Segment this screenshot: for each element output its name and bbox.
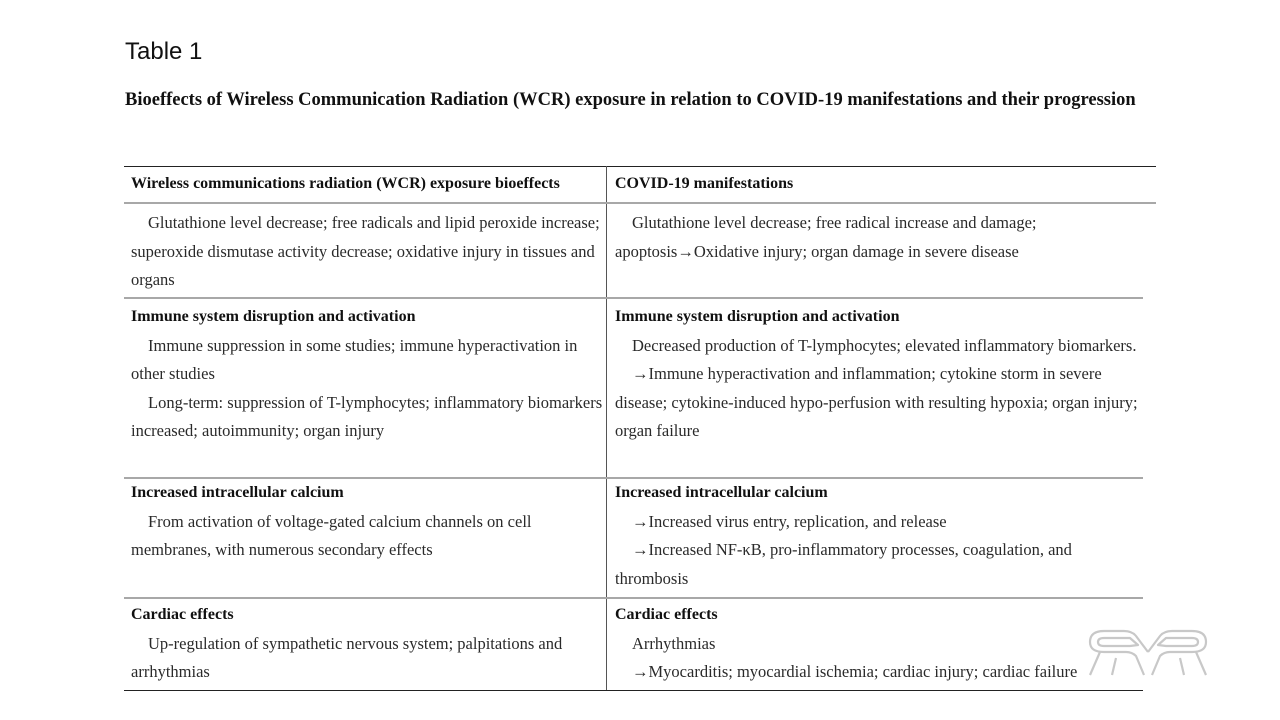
row-2-covid-text-2: →Immune hyperactivation and inflammation; cytokine storm in severe disease; cytokine-induced hypo-perfusion with resulting hypoxia; organ injury; organ failure [615, 364, 1138, 441]
row-1-covid-cell [615, 209, 1140, 266]
rr-logo-icon [1086, 628, 1210, 678]
row-3-covid-text-1: →Increased virus entry, replication, and release [632, 511, 947, 531]
row-2-covid-heading: Immune system disruption and activation [615, 308, 900, 325]
row-separator [124, 597, 1143, 599]
row-4-wcr-text-1: Up-regulation of sympathetic nervous system; palpitations and arrhythmias [131, 633, 563, 682]
row-3-covid-cell [615, 479, 1140, 593]
table-caption: Bioeffects of Wireless Communication Radiation (WCR) exposure in relation to COVID-19 manifestations and their progression [125, 90, 1136, 110]
row-4-wcr-cell [131, 601, 603, 687]
table-bottom-rule [124, 690, 1143, 691]
header-separator [124, 202, 1156, 204]
row-2-wcr-text-2: Long-term: suppression of T-lymphocytes; inflammatory biomarkers increased; autoimmunity; organ injury [131, 392, 603, 441]
row-3-covid-heading: Increased intracellular calcium [615, 484, 828, 501]
row-4-covid-text-1: Arrhythmias [632, 633, 716, 653]
row-3-wcr-cell [131, 479, 603, 565]
row-separator [124, 297, 1143, 299]
row-4-wcr-heading: Cardiac effects [131, 606, 234, 623]
row-1-wcr-cell [131, 209, 603, 295]
row-2-covid-cell [615, 303, 1140, 446]
column-header-wcr: Wireless communications radiation (WCR) exposure bioeffects [131, 175, 560, 192]
table-top-rule [124, 166, 1156, 167]
row-2-wcr-cell [131, 303, 603, 446]
row-4-covid-cell [615, 601, 1140, 687]
row-3-covid-text-2: →Increased NF-κB, pro-inflammatory processes, coagulation, and thrombosis [615, 540, 1072, 588]
row-2-wcr-text-1: Immune suppression in some studies; immune hyperactivation in other studies [131, 335, 578, 384]
column-divider [606, 166, 607, 690]
table-label: Table 1 [125, 38, 203, 65]
row-3-wcr-heading: Increased intracellular calcium [131, 484, 344, 501]
row-1-wcr-text: Glutathione level decrease; free radicals and lipid peroxide increase; superoxide dismutase activity decrease; oxidative injury in tissues and organs [131, 213, 600, 290]
row-4-covid-text-2: →Myocarditis; myocardial ischemia; cardiac injury; cardiac failure [632, 662, 1078, 682]
column-header-covid: COVID-19 manifestations [615, 175, 794, 192]
row-2-covid-text-1: Decreased production of T-lymphocytes; elevated inflammatory biomarkers. [632, 335, 1137, 355]
row-4-covid-heading: Cardiac effects [615, 606, 718, 623]
row-3-wcr-text-1: From activation of voltage-gated calcium channels on cell membranes, with numerous secondary effects [131, 511, 532, 560]
row-2-wcr-heading: Immune system disruption and activation [131, 308, 416, 325]
row-1-covid-text: Glutathione level decrease; free radical increase and damage; apoptosis→Oxidative injury; organ damage in severe disease [615, 213, 1037, 261]
